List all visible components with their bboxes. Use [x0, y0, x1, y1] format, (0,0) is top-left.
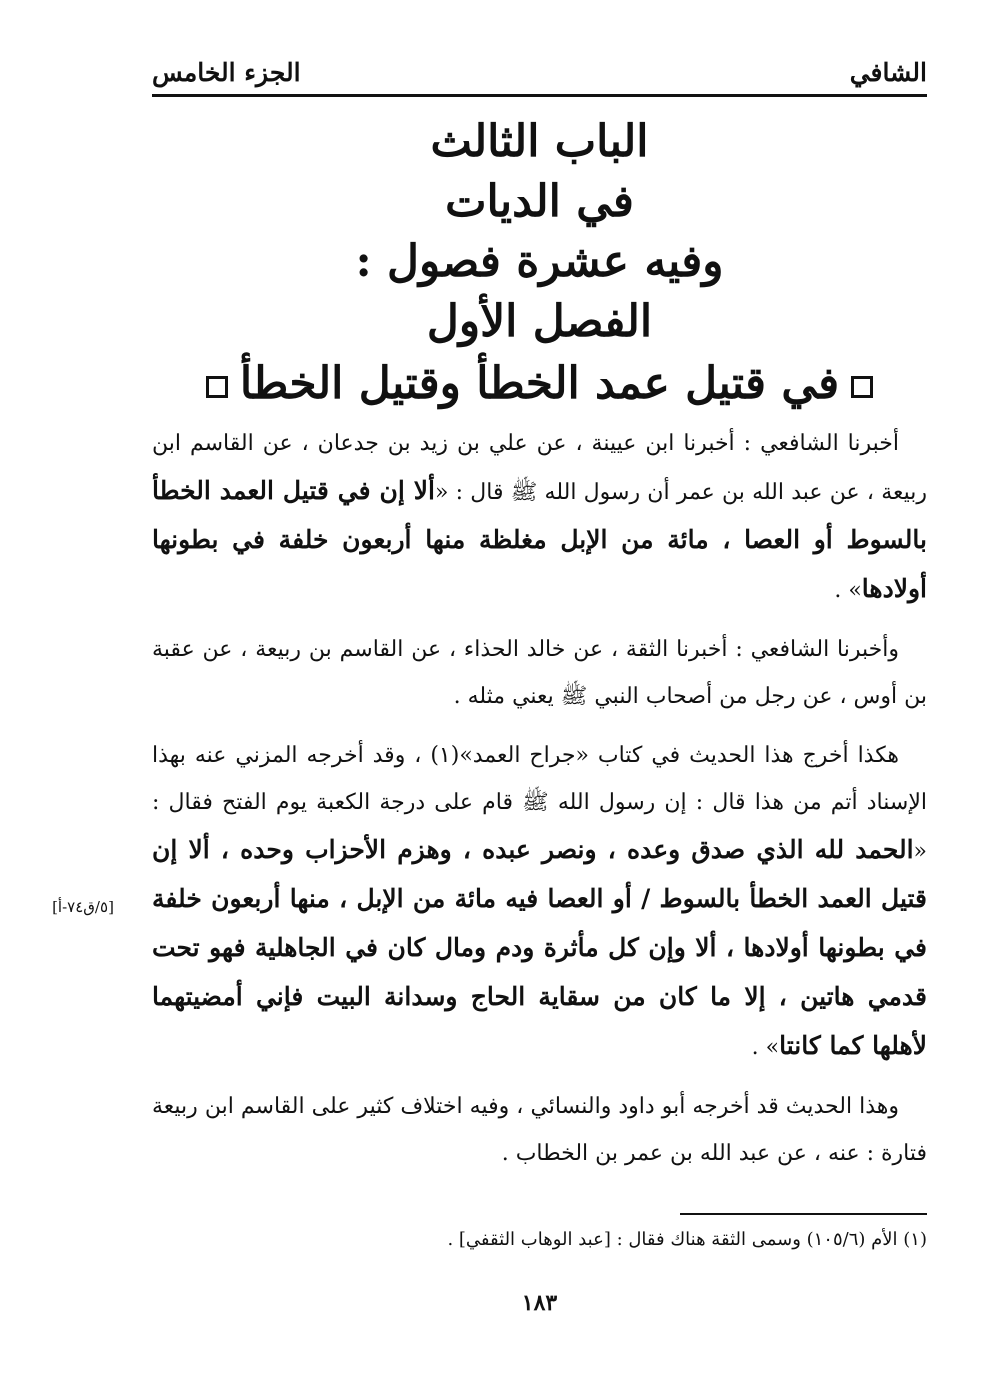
paragraph-1 — [152, 420, 927, 614]
body-text — [152, 420, 927, 1189]
page-number: ١٨٣ — [521, 1290, 558, 1316]
paragraph-3 — [152, 732, 927, 1071]
chapter-heading — [152, 112, 927, 416]
paragraph-4-text: وهذا الحديث قد أخرجه أبو داود والنسائي ، وفيه اختلاف كثير على القاسم ابن ربيعة فتارة : عنه ، عن عبد الله بن عمر بن الخطاب . — [152, 1094, 927, 1166]
paragraph-3-hadith: الحمد لله الذي صدق وعده ، ونصر عبده ، وهزم الأحزاب وحده ، ألا إن قتيل العمد الخطأ بالسوط / أو العصا فيه مائة من الإبل ، منها أربعون خلفة في بطونها أولادها ، ألا وإن كل مأثرة ودم ومال كان في الجاهلية فهو تحت قدمي هاتين ، إلا ما كان من سقاية الحاج وسدانة البيت فإني أمضيتهما لأهلها كما كانتا — [152, 835, 927, 1060]
manuscript-side-note: [٥/ق٧٤-أ] — [52, 898, 114, 916]
paragraph-1-text: أخبرنا الشافعي : أخبرنا ابن عيينة ، عن علي بن زيد بن جدعان ، عن القاسم ابن ربيعة ، عن عبد الله بن عمر أن رسول الله ﷺ قال : « — [152, 431, 927, 505]
paragraph-3-text: هكذا أخرج هذا الحديث في كتاب «جراح العمد»(١) ، وقد أخرجه المزني عنه بهذا الإسناد أتم من هذا قال : إن رسول الله ﷺ قام على درجة الكعبة يوم الفتح فقال : « — [152, 743, 927, 864]
section-title — [152, 352, 927, 416]
header-book-title: الشافي — [849, 57, 927, 87]
section-title-text: في قتيل عمد الخطأ وقتيل الخطأ — [239, 358, 840, 409]
paragraph-1-tail: » . — [834, 578, 862, 603]
paragraph-2-text: وأخبرنا الشافعي : أخبرنا الثقة ، عن خالد الحذاء ، عن القاسم بن ربيعة ، عن عقبة بن أوس ، عن رجل من أصحاب النبي ﷺ يعني مثله . — [152, 637, 927, 709]
section-number: الفصل الأول — [426, 296, 653, 347]
square-ornament-left-icon — [206, 376, 228, 398]
paragraph-1-hadith: ألا إن في قتيل العمد الخطأ بالسوط أو العصا ، مائة من الإبل مغلظة منها أربعون خلفة في بطونها أولادها — [152, 476, 927, 603]
chapter-number: الباب الثالث — [430, 116, 649, 167]
chapter-title: في الديات — [445, 176, 634, 227]
paragraph-2 — [152, 626, 927, 720]
paragraph-3-tail: » . — [751, 1035, 780, 1060]
square-ornament-right-icon — [851, 376, 873, 398]
header-volume: الجزء الخامس — [152, 57, 301, 87]
header-rule — [152, 94, 927, 97]
footnote: (١) الأم (١٠٥/٦) وسمى الثقة هناك فقال : [عبد الوهاب الثقفي] . — [447, 1229, 927, 1250]
chapter-subtitle: وفيه عشرة فصول : — [355, 236, 724, 287]
running-header — [152, 52, 927, 92]
paragraph-4 — [152, 1083, 927, 1177]
footnote-rule — [680, 1213, 927, 1215]
